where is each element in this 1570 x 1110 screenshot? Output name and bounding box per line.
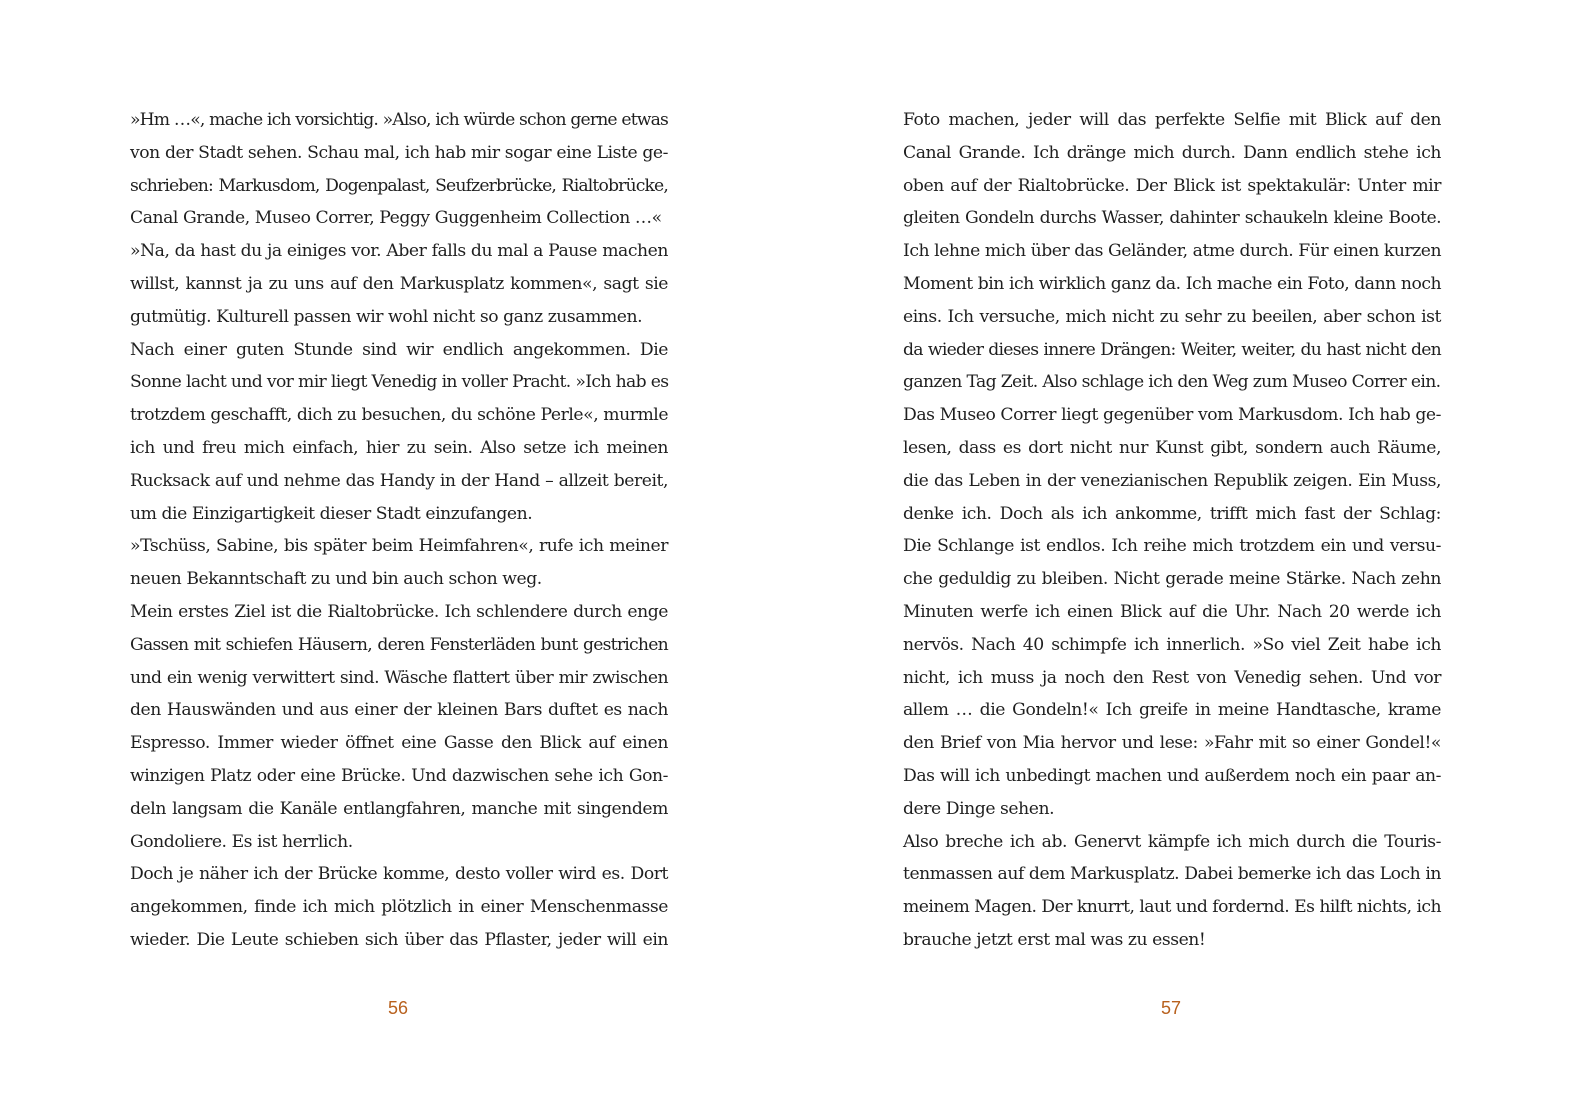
text-line: gleiten Gondeln durchs Wasser, dahinter schaukeln kleine Boote. <box>903 208 1441 229</box>
text-line: Die Schlange ist endlos. Ich reihe mich trotzdem ein und versu- <box>903 536 1441 557</box>
text-line: brauche jetzt erst mal was zu essen! <box>903 929 1206 950</box>
text-line: nicht, ich muss ja noch den Rest von Venedig sehen. Und vor <box>903 667 1441 688</box>
text-line: und ein wenig verwittert sind. Wäsche flattert über mir zwischen <box>130 667 668 688</box>
text-line: Canal Grande, Museo Correr, Peggy Guggenheim Collection …« <box>130 208 662 229</box>
text-line: gutmütig. Kulturell passen wir wohl nicht so ganz zusammen. <box>130 306 643 327</box>
text-line: den Hauswänden und aus einer der kleinen Bars duftet es nach <box>130 700 668 721</box>
text-line: da wieder dieses innere Drängen: Weiter, weiter, du hast nicht den <box>903 339 1441 360</box>
text-line: ganzen Tag Zeit. Also schlage ich den Weg zum Museo Correr ein. <box>903 372 1441 393</box>
text-line: »Tschüss, Sabine, bis später beim Heimfahren«, rufe ich meiner <box>130 536 668 557</box>
text-line: »Hm …«, mache ich vorsichtig. »Also, ich würde schon gerne etwas <box>130 110 668 130</box>
text-line: wieder. Die Leute schieben sich über das Pflaster, jeder will ein <box>130 929 668 950</box>
text-line: um die Einzigartigkeit dieser Stadt einzufangen. <box>130 503 533 524</box>
text-line: tenmassen auf dem Markusplatz. Dabei bemerke ich das Loch in <box>903 864 1441 885</box>
text-line: lesen, dass es dort nicht nur Kunst gibt, sondern auch Räume, <box>903 437 1441 458</box>
text-line: Gassen mit schiefen Häusern, deren Fensterläden bunt gestrichen <box>130 634 668 655</box>
text-line: Moment bin ich wirklich ganz da. Ich mache ein Foto, dann noch <box>903 273 1442 294</box>
text-line: dere Dinge sehen. <box>903 798 1055 819</box>
text-line: Foto machen, jeder will das perfekte Selfie mit Blick auf den <box>903 110 1441 130</box>
text-line: »Na, da hast du ja einiges vor. Aber falls du mal a Pause machen <box>130 241 668 262</box>
right-page-text <box>903 104 1441 957</box>
text-line: nervös. Nach 40 schimpfe ich innerlich. »So viel Zeit habe ich <box>903 634 1441 655</box>
text-line: che geduldig zu bleiben. Nicht gerade meine Stärke. Nach zehn <box>903 569 1441 590</box>
text-line: Also breche ich ab. Genervt kämpfe ich mich durch die Touris- <box>903 831 1441 852</box>
text-line: Rucksack auf und nehme das Handy in der Hand – allzeit bereit, <box>130 470 668 491</box>
text-line: von der Stadt sehen. Schau mal, ich hab mir sogar eine Liste ge- <box>130 142 668 163</box>
text-line: eins. Ich versuche, mich nicht zu sehr zu beeilen, aber schon ist <box>903 306 1441 327</box>
text-line: Mein erstes Ziel ist die Rialtobrücke. Ich schlendere durch enge <box>130 601 668 622</box>
text-line: Das will ich unbedingt machen und außerdem noch ein paar an- <box>903 765 1441 786</box>
text-line: willst, kannst ja zu uns auf den Markusplatz kommen«, sagt sie <box>130 273 668 294</box>
text-line: neuen Bekanntschaft zu und bin auch schon weg. <box>130 569 542 590</box>
page-number-right: 57 <box>1160 998 1182 1018</box>
text-line: meinem Magen. Der knurrt, laut und fordernd. Es hilft nichts, ich <box>903 897 1441 918</box>
text-line: Espresso. Immer wieder öffnet eine Gasse den Blick auf einen <box>130 733 668 754</box>
text-line: die das Leben in der venezianischen Republik zeigen. Ein Muss, <box>903 470 1441 491</box>
text-line: deln langsam die Kanäle entlangfahren, manche mit singendem <box>130 798 668 819</box>
text-line: Minuten werfe ich einen Blick auf die Uhr. Nach 20 werde ich <box>903 601 1441 622</box>
text-line: Das Museo Correr liegt gegenüber vom Markusdom. Ich hab ge- <box>903 405 1441 426</box>
text-line: allem … die Gondeln!« Ich greife in meine Handtasche, krame <box>903 700 1441 721</box>
text-line: oben auf der Rialtobrücke. Der Blick ist spektakulär: Unter mir <box>903 175 1441 196</box>
text-line: angekommen, finde ich mich plötzlich in einer Menschenmasse <box>130 897 668 918</box>
text-line: ich und freu mich einfach, hier zu sein. Also setze ich meinen <box>130 437 668 458</box>
page-number-left: 56 <box>387 998 409 1018</box>
text-line: winzigen Platz oder eine Brücke. Und dazwischen sehe ich Gon- <box>130 765 668 786</box>
text-line: Gondoliere. Es ist herrlich. <box>130 831 353 852</box>
text-line: Doch je näher ich der Brücke komme, desto voller wird es. Dort <box>130 864 668 885</box>
text-line: Canal Grande. Ich dränge mich durch. Dann endlich stehe ich <box>903 142 1441 163</box>
text-line: schrieben: Markusdom, Dogenpalast, Seufzerbrücke, Rialtobrücke, <box>130 175 668 196</box>
text-line: den Brief von Mia hervor und lese: »Fahr mit so einer Gondel!« <box>903 733 1441 754</box>
text-line: denke ich. Doch als ich ankomme, trifft mich fast der Schlag: <box>903 503 1441 524</box>
left-page-text <box>130 104 668 957</box>
text-line: Sonne lacht und vor mir liegt Venedig in voller Pracht. »Ich hab es <box>130 372 669 393</box>
text-line: Nach einer guten Stunde sind wir endlich angekommen. Die <box>130 339 668 360</box>
text-line: Ich lehne mich über das Geländer, atme durch. Für einen kurzen <box>903 241 1442 262</box>
text-line: trotzdem geschafft, dich zu besuchen, du schöne Perle«, murmle <box>130 405 669 426</box>
